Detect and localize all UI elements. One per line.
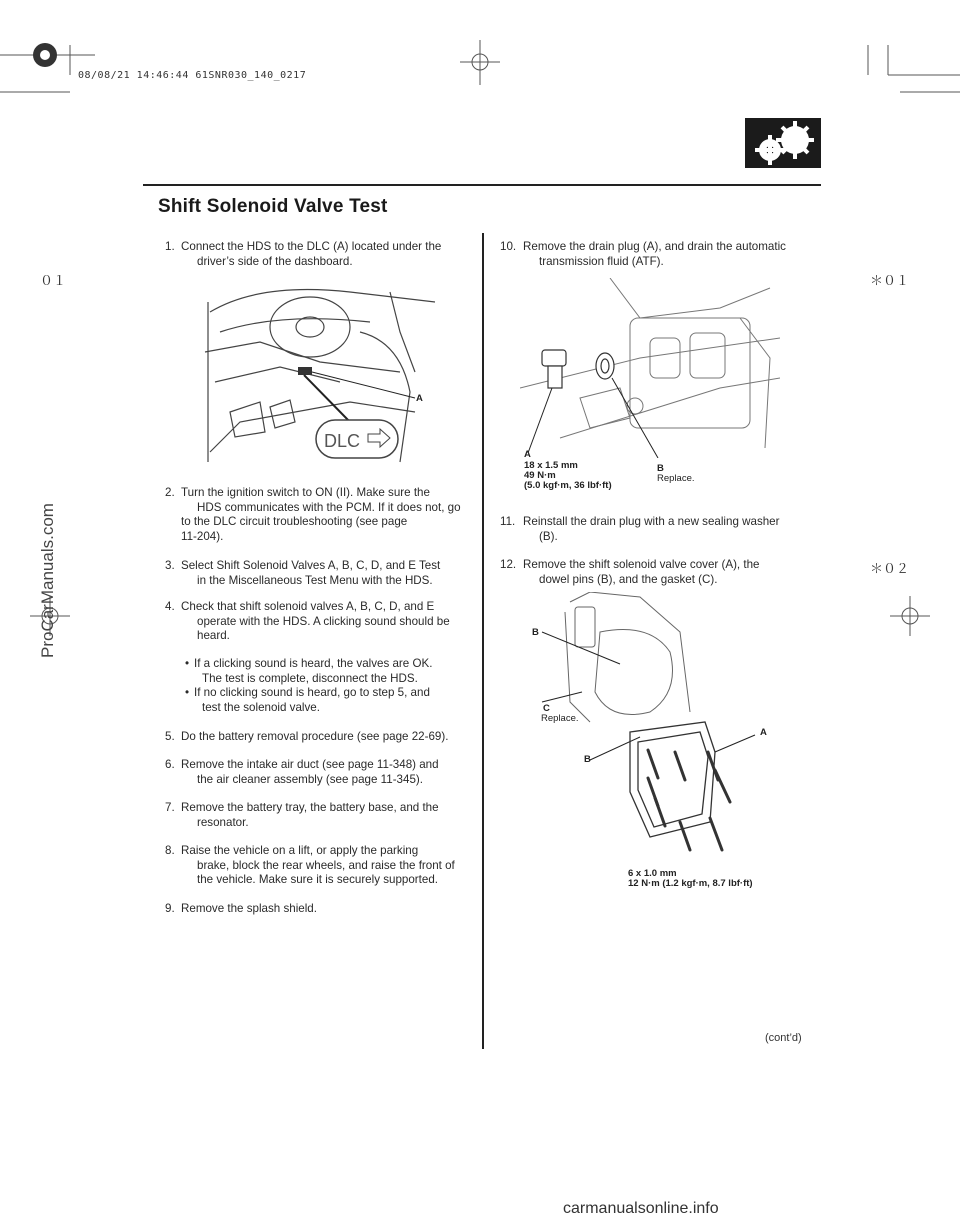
page-title: Shift Solenoid Valve Test [158, 196, 388, 217]
figure-dashboard-dlc [200, 272, 440, 472]
fig2-label-a: A [524, 449, 531, 460]
step-1: 1. Connect the HDS to the DLC (A) located under the driver’s side of the dashboard. [165, 240, 475, 269]
fig2-a-spec-3: (5.0 kgf·m, 36 lbf·ft) [524, 480, 612, 491]
fig1-label-a: A [416, 393, 423, 404]
watermark-side: ProCarManuals.com [38, 503, 57, 658]
step-6: 6. Remove the intake air duct (see page 11-348) and the air cleaner assembly (see page 11-345). [165, 758, 439, 786]
fig2-label-b: B [657, 463, 664, 474]
fig2-a-spec-1: 18 x 1.5 mm [524, 460, 578, 471]
fig3-label-c: C [543, 703, 550, 714]
step-4: 4. Check that shift solenoid valves A, B, C, D, and E operate with the HDS. A clicking sound should be heard. [165, 600, 450, 643]
step-5: 5. Do the battery removal procedure (see page 22-69). [165, 730, 449, 743]
step-text: Connect the HDS to the DLC (A) located under the driver’s side of the dashboard. [181, 240, 442, 268]
step-10: 10. Remove the drain plug (A), and drain the automatic transmission fluid (ATF). [500, 240, 786, 268]
margin-mark-right-mid: ＊０２ [870, 561, 910, 576]
watermark-foot: carmanualsonline.info [563, 1200, 719, 1217]
continued-note: (cont’d) [765, 1032, 802, 1044]
figure-drain-plug [520, 278, 780, 458]
margin-mark-right-top: ＊０１ [870, 273, 910, 288]
fig3-label-b1: B [532, 627, 539, 638]
dlc-label: DLC [324, 431, 361, 451]
fig3-label-a: A [760, 727, 767, 738]
fig2-b-note: Replace. [657, 473, 695, 484]
step-9: 9. Remove the splash shield. [165, 902, 317, 915]
figure-solenoid-cover [530, 592, 780, 870]
margin-mark-left: ０１ [40, 273, 67, 288]
left-column [165, 0, 475, 1223]
step-7: 7. Remove the battery tray, the battery base, and the resonator. [165, 801, 439, 829]
step-2: 2. Turn the ignition switch to ON (II). Make sure the HDS communicates with the PCM. If it does not, go to the DLC circuit troubleshooting (see page 11-204). [165, 486, 461, 543]
fig3-bolt-spec-2: 12 N·m (1.2 kgf·m, 8.7 lbf·ft) [628, 878, 753, 889]
bullet-2: • If no clicking sound is heard, go to step 5, and test the solenoid valve. [185, 686, 430, 714]
fig2-a-spec-2: 49 N·m [524, 470, 556, 481]
fig3-label-b2: B [584, 754, 591, 765]
step-3: 3. Select Shift Solenoid Valves A, B, C, D, and E Test in the Miscellaneous Test Menu with the HDS. [165, 559, 441, 587]
step-11: 11. Reinstall the drain plug with a new sealing washer (B). [500, 515, 780, 543]
column-divider [482, 233, 484, 1049]
step-12: 12. Remove the shift solenoid valve cover (A), the dowel pins (B), and the gasket (C). [500, 558, 760, 586]
bullet-1: • If a clicking sound is heard, the valves are OK. The test is complete, disconnect the HDS. [185, 657, 433, 685]
fig3-c-note: Replace. [541, 713, 579, 724]
step-8: 8. Raise the vehicle on a lift, or apply the parking brake, block the rear wheels, and raise the front of the vehicle. Make sure it is securely supported. [165, 844, 455, 887]
print-stamp: 08/08/21 14:46:44 61SNR030_140_0217 [78, 70, 307, 81]
fig3-bolt-spec-1: 6 x 1.0 mm [628, 868, 677, 879]
